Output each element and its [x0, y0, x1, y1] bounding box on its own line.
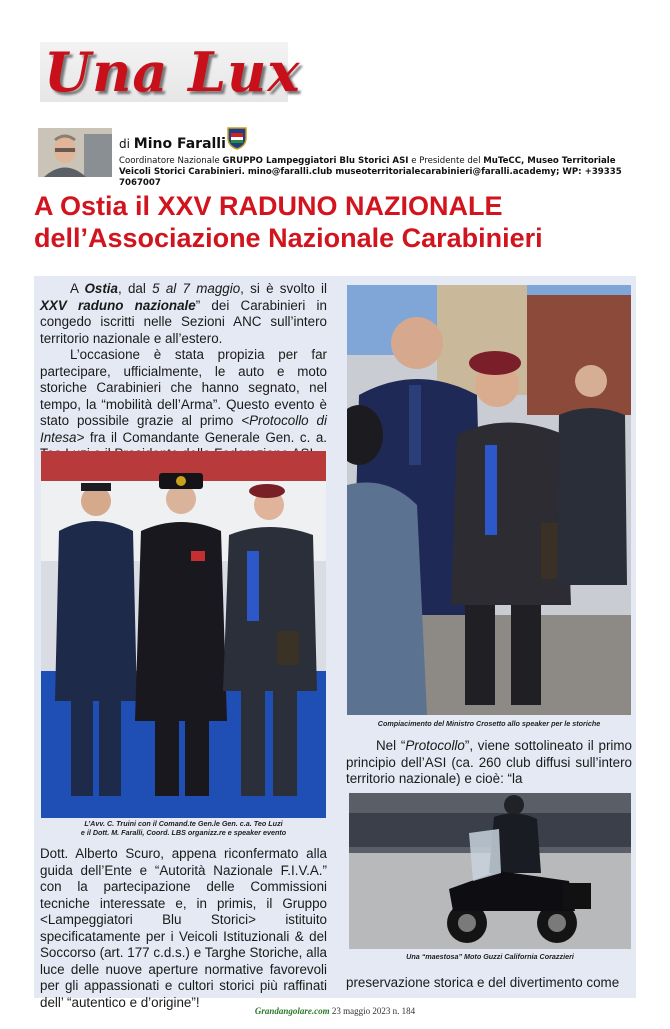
photo-3-caption: Una “maestosa” Moto Guzzi California Corazzieri — [406, 952, 574, 961]
photo-moto-guzzi — [349, 793, 631, 949]
fourth-paragraph: Nel “Protocollo”, viene sottolineato il primo principio dell’ASI (ca. 260 club diffusi sull’intero territorio nazionale) e cioè: “la — [346, 738, 632, 786]
photo-group-portrait — [41, 451, 326, 818]
author-avatar — [38, 128, 112, 177]
right-bottom-text — [346, 975, 632, 992]
caption-1-line-1: L’Avv. C. Truini con il Comand.te Gen.le Gen. c.a. Teo Luzi — [84, 819, 283, 828]
photo-1-caption — [41, 819, 326, 837]
intro-paragraph: A Ostia, dal 5 al 7 maggio, si è svolto il XXV raduno nazionale” dei Carabinieri in congedo iscritti nelle Sezioni ANC sull’intero territorio nazionale e all’estero. — [40, 281, 327, 346]
title-line-2: dell’Associazione Nazionale Carabinieri — [34, 223, 543, 253]
credits-text-2: e Presidente del — [408, 156, 484, 166]
credits-museum: MuTeCC, Museo Territoriale Veicoli Storici Carabinieri. — [119, 156, 616, 177]
photo-2-caption: Compiacimento del Ministro Crosetto allo speaker per le storiche — [377, 719, 601, 728]
third-paragraph: Dott. Alberto Scuro, appena riconfermato alla guida dell’Ente e “Autorità Nazionale F.I.V.A.” con la partecipazione delle Commissioni tecniche interessate e, in primis, il Gruppo <Lampeggiatori Blu Storici> istituito specificatamente per i Veicoli Istituzionali & del Soccorso (art. 177 c.d.s.) e Targhe Storiche, alla luce delle nuove aperture normative favorevoli per gli appassionati e cultori storici più raffinati dell’ “autentico e d’origine”! — [40, 846, 327, 1010]
caption-1-line-2: e il Dott. M. Faralli, Coord. LBS organizz.re e speaker evento — [80, 828, 287, 837]
author-credits — [119, 156, 639, 189]
credits-text: Coordinatore Nazionale — [119, 156, 223, 166]
footer-date-issue: 23 maggio 2023 n. 184 — [331, 1006, 416, 1016]
title-line-1: A Ostia il XXV RADUNO NAZIONALE — [34, 191, 503, 221]
second-paragraph: L’occasione è stata propizia per far partecipare, ufficialmente, le auto e moto storiche Carabinieri che hanno segnato, nel tempo, la “mobilità dell’Arma”. Questo evento è stato possibile grazie al primo <Protocollo di Intesa> fra il Comandante Generale Gen. c. a. — [40, 347, 327, 445]
right-middle-text — [346, 738, 632, 788]
author-name: Mino Faralli — [133, 136, 226, 152]
byline-prefix: di — [119, 137, 130, 151]
logo: Una Lux — [44, 40, 301, 104]
fifth-paragraph: preservazione storica e del divertimento come — [346, 975, 620, 990]
credits-contacts: mino@faralli.club museoterritorialecarabinieri@faralli.academy; WP: +39335 7067007 — [119, 167, 622, 188]
page-footer — [0, 1006, 670, 1016]
carabinieri-crest-icon — [226, 126, 248, 150]
intro-text — [40, 281, 327, 463]
footer-site[interactable]: Grandangolare.com — [254, 1006, 330, 1016]
photo-minister-speaker — [347, 285, 631, 715]
left-bottom-text — [40, 846, 327, 1011]
article-title — [34, 190, 644, 254]
credits-group: GRUPPO Lampeggiatori Blu Storici ASI — [222, 156, 409, 166]
byline — [119, 136, 226, 152]
